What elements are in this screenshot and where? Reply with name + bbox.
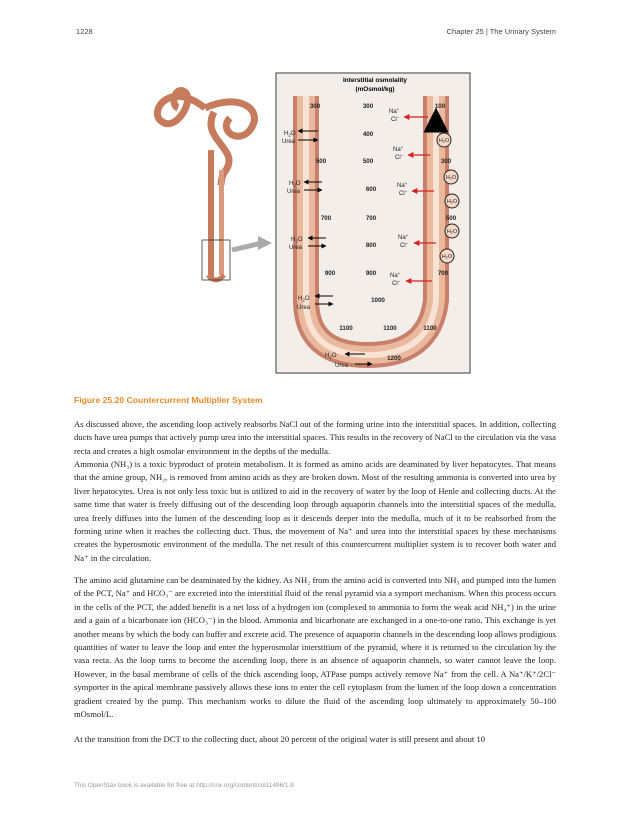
asc-100: 100 (434, 103, 446, 110)
zoom-box (202, 240, 230, 280)
svg-text:Na+: Na+ (390, 271, 401, 279)
paragraph-2: Ammonia (NH₃) is a toxic byproduct of protein metabolism. It is formed as amino acids are deaminated by liver hepatocytes. That means that the amine group, NH₂, is removed from amino acids as they are broken down. Most of the resulting ammonia is converted into urea by liver hepatocytes. Urea is not only less toxic but is utilized to aid in the recovery of water by the loop of Henle and collecting ducts. At the same time that water is freely diffusing out of the descending loop through aquaporin channels into the interstitial spaces of the medulla, urea freely diffuses into the lumen of the descending loop as it descends deeper into the medulla, much of it to be reabsorbed from the forming urine when it reaches the collecting duct. Thus, the movement of Na⁺ and urea into the interstitial spaces by these mechanisms creates the hyperosmotic environment of the medulla. The net result of this countercurrent multiplier system is to recover both water and Na⁺ in the circulation. (74, 459, 556, 563)
chapter-header: Chapter 25 | The Urinary System (446, 27, 556, 36)
svg-text:Urea: Urea (282, 139, 296, 145)
svg-text:H₂O: H₂O (445, 175, 457, 181)
svg-text:Cl−: Cl− (399, 189, 408, 197)
svg-text:H2O: $H_2O$ (325, 353, 337, 360)
footer-note: This OpenStax book is available for free at http://cnx.org/content/col11496/1.8 (74, 782, 294, 789)
osmolality-unit: (mOsmol/kg) (355, 86, 395, 93)
svg-text:Cl−: Cl− (392, 279, 401, 287)
mid-500: 500 (362, 158, 374, 165)
nephron-overview (157, 91, 272, 280)
svg-text:Urea: Urea (287, 189, 301, 195)
svg-text:H₂O: H₂O (446, 199, 458, 205)
svg-text:H2O: $H_2O$ (289, 181, 301, 188)
asc-700: 700 (437, 270, 449, 277)
svg-text:Na+: Na+ (393, 145, 404, 153)
svg-text:Na+: Na+ (389, 107, 400, 115)
desc-500: 500 (315, 158, 327, 165)
svg-text:Cl−: Cl− (395, 153, 404, 161)
svg-text:Cl−: Cl− (400, 241, 409, 249)
paragraph-3: The amino acid glutamine can be deaminated by the kidney. As NH₂ from the amino acid is converted into NH₃ and pumped into the lumen of the PCT, Na⁺ and HCO₃⁻ are excreted into the interstitial fluid of the renal pyramid via a symport mechanism. When this process occurs in the cells of the PCT, the added benefit is a net loss of a hydrogen ion (complexed to ammonia to form the weak acid NH₄⁺) in the urine and a gain of a bicarbonate ion (HCO₃⁻) in the blood. Ammonia and bicarbonate are exchanged in a one-to-one ratio. This exchange is yet another means by which the body can buffer and excrete acid. The presence of aquaporin channels in the descending loop allows prodigious quantities of water to leave the loop and enter the hyperosmolar interstitium of the pyramid, where it is returned to the circulation by the vasa recta. As the loop turns to become the ascending loop, there is an absence of aquaporin channels, so water cannot leave the loop. However, in the basal membrane of cells of the thick ascending loop, ATPase pumps actively remove Na⁺ from the cell. A Na⁺/K⁺/2Cl⁻ symporter in the apical membrane passively allows these ions to enter the cell cytoplasm from the lumen of the loop down a concentration gradient created by the pump. This mechanism works to dilute the fluid of the ascending loop ultimately to approximately 50–100 mOsmol/L. (74, 575, 556, 720)
svg-text:H₂O: H₂O (446, 229, 458, 235)
asc-1100: 1100 (423, 325, 437, 332)
figure-caption: Figure 25.20 Countercurrent Multiplier System (74, 395, 263, 405)
page-number: 1228 (76, 27, 93, 36)
mid-1100: 1100 (383, 325, 397, 332)
mid-800: 800 (365, 242, 377, 249)
svg-text:Urea: Urea (297, 305, 311, 311)
osmolality-title: Interstitial osmolality (343, 77, 407, 84)
desc-900: 900 (324, 270, 336, 277)
mid-300: 300 (362, 103, 374, 110)
svg-text:Urea: Urea (335, 363, 349, 369)
svg-text:Na+: Na+ (398, 233, 409, 241)
svg-text:H2O: $H_2O$ (291, 237, 303, 244)
svg-text:H2O: $H_2O$ (284, 131, 296, 138)
mid-700: 700 (365, 215, 377, 222)
paragraph-1: As discussed above, the ascending loop actively reabsorbs NaCl out of the forming urine into the interstitial spaces. In addition, collecting ducts have urea pumps that actively pump urea into the interstitial spaces. This results in the recovery of NaCl to the circulation via the vasa recta and creates a high osmolar environment in the depths of the medulla. (74, 419, 556, 456)
svg-text:H2O: $H_2O$ (298, 296, 310, 303)
mid-1000: 1000 (371, 297, 385, 304)
paragraph-4: At the transition from the DCT to the collecting duct, about 20 percent of the original water is still present and about 10 (74, 734, 486, 744)
svg-text:Cl−: Cl− (391, 115, 400, 123)
bottom-1200: 1200 (387, 355, 401, 362)
mid-900: 900 (365, 270, 377, 277)
asc-300: 300 (440, 158, 452, 165)
mid-600: 600 (365, 186, 377, 193)
svg-text:H₂O: H₂O (438, 138, 450, 144)
mid-400: 400 (362, 131, 374, 138)
asc-500: 500 (445, 215, 457, 222)
countercurrent-figure (0, 0, 630, 390)
svg-text:Urea: Urea (289, 245, 303, 251)
svg-text:H₂O: H₂O (441, 254, 453, 260)
desc-300: 300 (309, 103, 321, 110)
desc-700: 700 (320, 215, 332, 222)
svg-text:Na+: Na+ (397, 181, 408, 189)
desc-1100: 1100 (339, 325, 353, 332)
